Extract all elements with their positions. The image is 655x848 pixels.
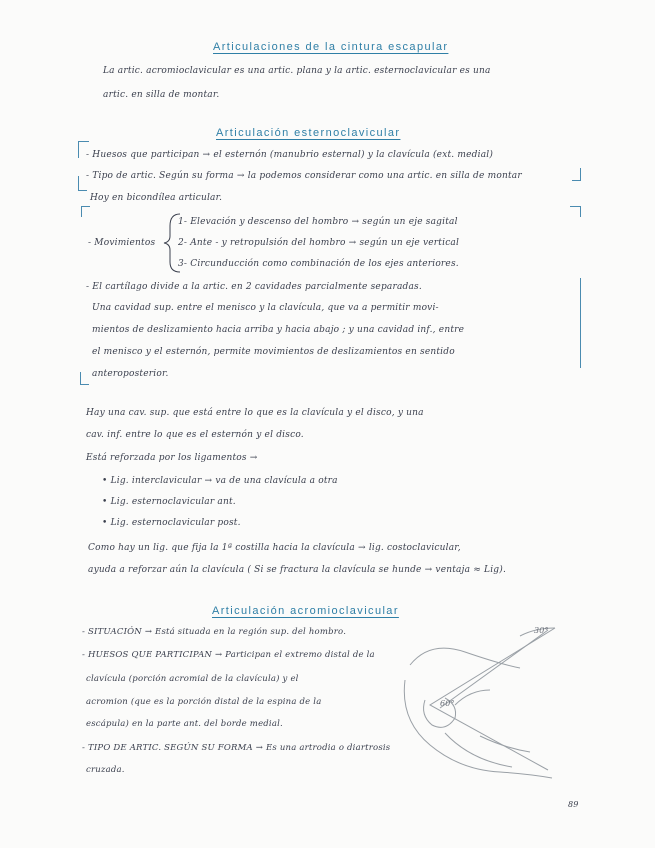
ligamento-3: • Lig. esternoclavicular post.: [102, 518, 241, 528]
acromio-title: Articulación acromioclavicular: [212, 605, 399, 617]
tipo-cont-line: Hoy en bicondílea articular.: [90, 193, 223, 203]
huesos-line: - Huesos que participan → el esternón (manubrio esternal) y la clavícula (ext. medial): [86, 150, 494, 160]
ligamentos-intro: Está reforzada por los ligamentos →: [86, 453, 258, 463]
cavidades-line-1: Hay una cav. sup. que está entre lo que es la clavícula y el disco, y una: [86, 408, 424, 418]
movimiento-2: 2- Ante - y retropulsión del hombro → según un eje vertical: [178, 238, 460, 248]
intro-line-2: artic. en silla de montar.: [103, 90, 220, 100]
acromio-line-7: cruzada.: [86, 765, 125, 775]
cartilago-line-5: anteroposterior.: [92, 369, 169, 379]
acromio-line-5: escápula) en la parte ant. del borde medial.: [86, 719, 283, 729]
ligamento-2: • Lig. esternoclavicular ant.: [102, 497, 236, 507]
cavidades-line-2: cav. inf. entre lo que es el esternón y el disco.: [86, 430, 304, 440]
acromio-line-3: clavícula (porción acromial de la clavícula) y el: [86, 674, 299, 684]
costo-line-1: Como hay un lig. que fija la 1ª costilla hacia la clavícula → lig. costoclavicular,: [88, 543, 461, 553]
intro-line-1: La artic. acromioclavicular es una artic. plana y la artic. esternoclavicular es una: [103, 66, 491, 76]
acromio-line-6: - TIPO DE ARTIC. SEGÚN SU FORMA → Es una artrodia o diartrosis: [82, 743, 391, 753]
acromio-line-4: acromion (que es la porción distal de la espina de la: [86, 697, 322, 707]
cartilago-line-2: Una cavidad sup. entre el menisco y la clavícula, que va a permitir movi-: [92, 303, 439, 313]
movimiento-1: 1- Elevación y descenso del hombro → según un eje sagital: [178, 217, 458, 227]
cartilago-line-3: mientos de deslizamiento hacia arriba y hacia abajo ; y una cavidad inf., entre: [92, 325, 465, 335]
acromio-line-2: - HUESOS QUE PARTICIPAN → Participan el extremo distal de la: [82, 650, 375, 660]
movimientos-label: - Movimientos: [88, 238, 156, 248]
angle-label-top: 30°: [534, 626, 549, 635]
cartilago-line-1: - El cartílago divide a la artic. en 2 cavidades parcialmente separadas.: [86, 282, 422, 292]
movimiento-3: 3- Circunducción como combinación de los ejes anteriores.: [178, 259, 459, 269]
tipo-line: - Tipo de artic. Según su forma → la podemos considerar como una artic. en silla de montar: [86, 171, 522, 181]
costo-line-2: ayuda a reforzar aún la clavícula ( Si se fractura la clavícula se hunde → ventaja ≈ Lig).: [88, 565, 507, 575]
esterno-title: Articulación esternoclavicular: [216, 127, 401, 139]
angle-label-inner: 60°: [440, 699, 455, 708]
page-number: 89: [568, 800, 579, 809]
ligamento-1: • Lig. interclavicular → va de una clavícula a otra: [102, 476, 338, 486]
cartilago-line-4: el menisco y el esternón, permite movimientos de deslizamientos en sentido: [92, 347, 455, 357]
main-title: Articulaciones de la cintura escapular: [213, 41, 449, 53]
acromio-line-1: - SITUACIÓN → Está situada en la región sup. del hombro.: [82, 627, 347, 637]
